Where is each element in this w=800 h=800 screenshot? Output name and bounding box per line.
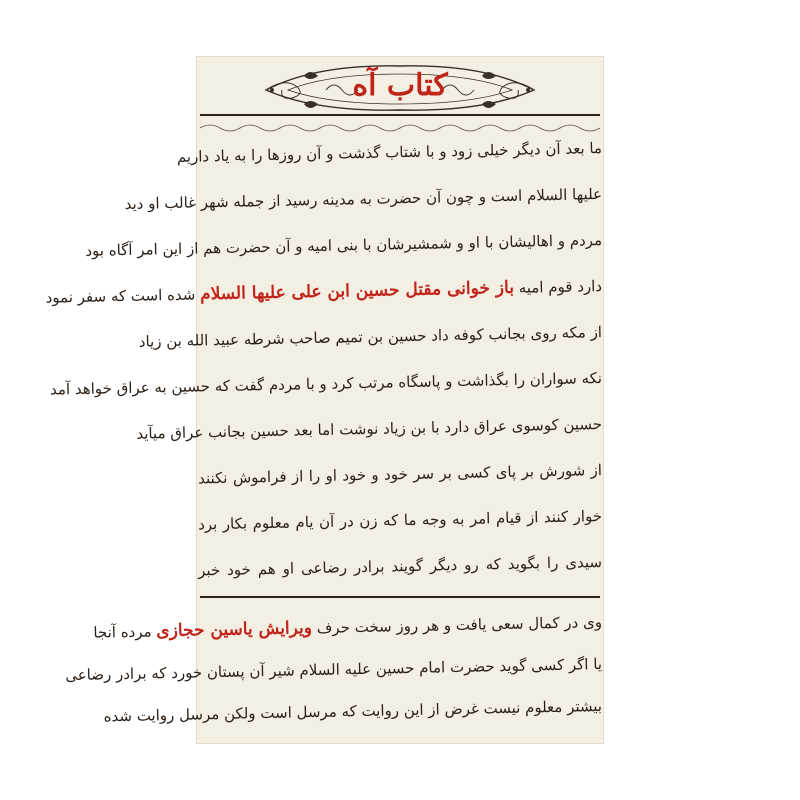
top-divider: [200, 114, 600, 116]
text-line: حسین کوسوی عراق دارد با بن زیاد نوشت اما بعد حسین بجانب عراق میآید: [136, 415, 603, 443]
text-line: سیدی را بگوید که رو دیگر گویند برادر رضاعی او هم خود خبر: [197, 553, 603, 580]
text-line: از شورش بر پای کسی بر سر خود و خود او را از فراموش نکنند: [197, 461, 603, 488]
text-line: نکه سواران را بگذاشت و پاسگاه مرتب کرد و با مردم گفت که حسین به عراق خواهد آمد: [49, 369, 603, 399]
page-title: کتاب آه: [352, 68, 448, 103]
line-segment: مرده آنجا: [93, 622, 157, 642]
manuscript-page: [45, 56, 604, 744]
text-line: یا اگر کسی گوید حضرت امام حسین علیه السلام شیر آن پستان خورد که برادر رضاعی: [65, 655, 603, 685]
middle-divider: [200, 596, 600, 598]
text-line: [45, 272, 603, 308]
text-line: مردم و اهالیشان با او و شمشیرشان با بنی امیه و آن حضرت هم از این امر آگاه بود: [85, 231, 603, 260]
red-heading-text: باز خوانی مقتل حسین ابن علی علیها السلام: [199, 277, 515, 305]
text-line: از مکه روی بجانب کوفه داد حسین بن تمیم صاحب شرطه عبید الله بن زیاد: [138, 323, 603, 351]
line-segment: دارد قوم امیه: [513, 277, 603, 297]
text-line: [93, 608, 603, 644]
red-heading-text: ویرایش یاسین حجازی: [156, 618, 313, 642]
text-line: ما بعد آن دیگر خیلی زود و با شتاب گذشت و آن روزها را به یاد داریم: [176, 139, 603, 166]
title-cartouche: [196, 56, 604, 118]
line-segment: وی در کمال سعی یافت و هر روز سخت حرف: [311, 613, 603, 638]
text-line: بیشتر معلوم نیست غرض از این روایت که مرسل است ولکن مرسل روایت شده: [103, 697, 603, 726]
text-line: خوار کنند از قیام امر به وجه ما که زن در آن یام معلوم بکار برد: [197, 507, 603, 534]
text-line: علیها السلام است و چون آن حضرت به مدینه رسید از جمله شهر غالب او دید: [124, 185, 603, 213]
line-segment: شده است که سفر نمود: [45, 285, 201, 307]
